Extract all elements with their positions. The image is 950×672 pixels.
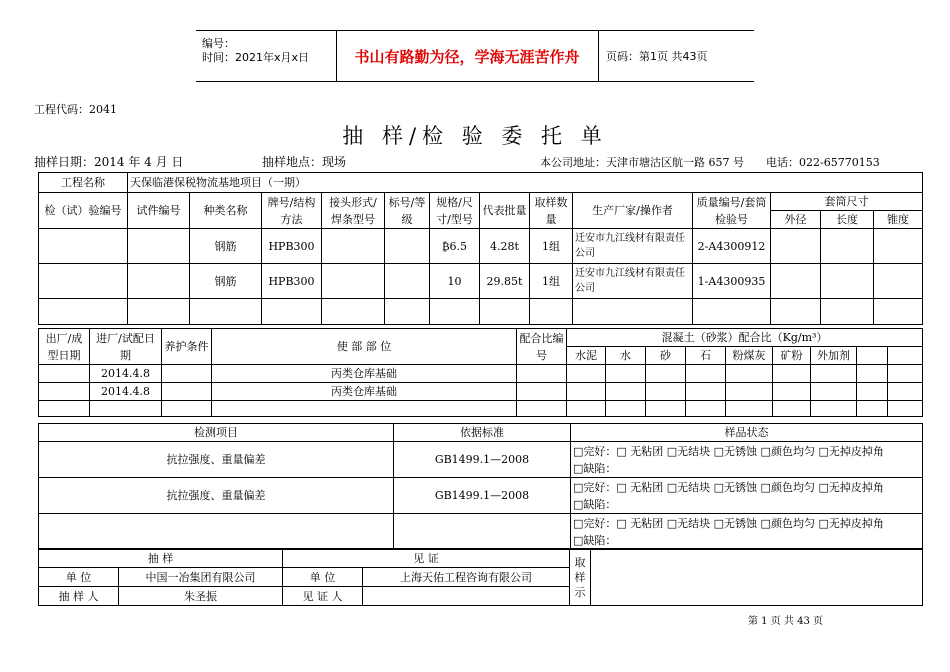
side-label bbox=[570, 549, 591, 606]
cell[interactable] bbox=[212, 401, 517, 417]
cell[interactable]: 4.28t bbox=[480, 229, 530, 264]
cell[interactable] bbox=[39, 383, 90, 401]
cell[interactable] bbox=[726, 383, 773, 401]
cell[interactable] bbox=[771, 264, 821, 299]
cell[interactable] bbox=[874, 264, 923, 299]
header-meta bbox=[196, 31, 337, 81]
cell[interactable] bbox=[606, 383, 646, 401]
sample-unit[interactable]: 中国一冶集团有限公司 bbox=[119, 568, 283, 587]
cell[interactable] bbox=[128, 229, 190, 264]
cell[interactable] bbox=[430, 299, 480, 325]
number-label: 编号： bbox=[202, 37, 235, 50]
cell[interactable] bbox=[39, 299, 128, 325]
cell[interactable] bbox=[811, 401, 857, 417]
cell[interactable] bbox=[567, 383, 606, 401]
col-stone: 石 bbox=[686, 347, 726, 365]
col-slag: 矿粉 bbox=[773, 347, 811, 365]
cell[interactable]: 迁安市九江线材有限责任公司 bbox=[573, 229, 693, 264]
col-taper: 锥度 bbox=[874, 211, 923, 229]
cell[interactable] bbox=[480, 299, 530, 325]
cell[interactable]: 迁安市九江线材有限责任公司 bbox=[573, 264, 693, 299]
cell[interactable] bbox=[874, 299, 923, 325]
company-address: 本公司地址：天津市塘沽区航一路 657 号 bbox=[540, 156, 744, 169]
cell[interactable]: 2-A4300912 bbox=[693, 229, 771, 264]
col-location: 使 部 部 位 bbox=[212, 329, 517, 365]
cell[interactable] bbox=[726, 365, 773, 383]
cell[interactable] bbox=[646, 365, 686, 383]
cell[interactable] bbox=[811, 383, 857, 401]
table-row bbox=[39, 401, 923, 417]
col-length: 长度 bbox=[821, 211, 874, 229]
cell[interactable] bbox=[771, 229, 821, 264]
cell[interactable] bbox=[162, 401, 212, 417]
cell[interactable] bbox=[773, 383, 811, 401]
cell[interactable] bbox=[857, 401, 888, 417]
col-test-number: 检（试）验编号 bbox=[39, 193, 128, 229]
cell[interactable] bbox=[162, 365, 212, 383]
cell[interactable] bbox=[888, 365, 923, 383]
phone: 电话：022-65770153 bbox=[766, 156, 880, 169]
cell[interactable] bbox=[322, 229, 385, 264]
sampler[interactable]: 朱圣振 bbox=[119, 587, 283, 606]
sample-table bbox=[38, 172, 923, 325]
cell[interactable] bbox=[888, 401, 923, 417]
cell[interactable]: 29.85t bbox=[480, 264, 530, 299]
state-defect[interactable]: □缺陷： bbox=[573, 533, 617, 547]
cell[interactable] bbox=[530, 299, 573, 325]
cell[interactable] bbox=[190, 299, 262, 325]
witness-unit[interactable]: 上海天佑工程咨询有限公司 bbox=[363, 568, 570, 587]
cell[interactable]: 10 bbox=[430, 264, 480, 299]
cell[interactable] bbox=[874, 229, 923, 264]
cell[interactable]: 2014.4.8 bbox=[90, 383, 162, 401]
page-title: 抽 样/检 验 委 托 单 bbox=[342, 124, 608, 148]
cell[interactable] bbox=[771, 299, 821, 325]
state-defect[interactable]: □缺陷： bbox=[573, 461, 617, 475]
table-row bbox=[39, 264, 923, 299]
sample-date: 抽样日期：2014 年 4 月 日 bbox=[34, 155, 184, 169]
table-row bbox=[39, 442, 923, 478]
cell[interactable]: 丙类仓库基础 bbox=[212, 365, 517, 383]
header-motto: 书山有路勤为径，学海无涯苦作舟 bbox=[336, 31, 599, 81]
col-admixture: 外加剂 bbox=[811, 347, 857, 365]
cell[interactable]: HPB300 bbox=[262, 229, 322, 264]
cell[interactable] bbox=[385, 264, 430, 299]
col-mix-ratio: 混凝土（砂浆）配合比（Kg/m³） bbox=[567, 329, 923, 347]
col-level: 标号/等级 bbox=[385, 193, 430, 229]
cell[interactable] bbox=[39, 514, 394, 550]
page-footer: 第 1 页 共 43 页 bbox=[748, 616, 823, 627]
cell[interactable] bbox=[39, 401, 90, 417]
cell[interactable] bbox=[262, 299, 322, 325]
cell[interactable] bbox=[162, 383, 212, 401]
col-manufacturer: 生产厂家/操作者 bbox=[573, 193, 693, 229]
cell[interactable] bbox=[811, 365, 857, 383]
cell[interactable]: 1-A4300935 bbox=[693, 264, 771, 299]
cell[interactable]: 抗拉强度、重量偏差 bbox=[39, 478, 394, 514]
cell[interactable] bbox=[517, 365, 567, 383]
sample-state-cell[interactable] bbox=[571, 478, 923, 514]
col-batch: 代表批量 bbox=[480, 193, 530, 229]
cell[interactable]: GB1499.1—2008 bbox=[394, 442, 571, 478]
col-arrival-date: 进厂/试配日期 bbox=[90, 329, 162, 365]
col-curing: 养护条件 bbox=[162, 329, 212, 365]
cell[interactable]: ₿6.5 bbox=[430, 229, 480, 264]
cell[interactable]: HPB300 bbox=[262, 264, 322, 299]
col-extra-1 bbox=[857, 347, 888, 365]
project-code: 工程代码：2041 bbox=[34, 103, 117, 116]
sample-location: 抽样地点：现场 bbox=[262, 155, 347, 169]
state-defect[interactable]: □缺陷： bbox=[573, 497, 617, 511]
cell[interactable] bbox=[726, 401, 773, 417]
cell[interactable] bbox=[773, 365, 811, 383]
cell[interactable] bbox=[693, 299, 771, 325]
cell[interactable]: 2014.4.8 bbox=[90, 365, 162, 383]
cell[interactable] bbox=[686, 401, 726, 417]
table-row bbox=[39, 478, 923, 514]
cell[interactable] bbox=[606, 365, 646, 383]
cell[interactable]: 丙类仓库基础 bbox=[212, 383, 517, 401]
col-sleeve-size: 套筒尺寸 bbox=[771, 193, 923, 211]
col-sand: 砂 bbox=[646, 347, 686, 365]
cell[interactable] bbox=[821, 264, 874, 299]
col-quality-number: 质量编号/套筒检验号 bbox=[693, 193, 771, 229]
cell[interactable] bbox=[90, 401, 162, 417]
table-row bbox=[39, 229, 923, 264]
sample-state-cell[interactable] bbox=[571, 442, 923, 478]
col-spec: 规格/尺寸/型号 bbox=[430, 193, 480, 229]
cell[interactable]: 钢筋 bbox=[190, 264, 262, 299]
cell[interactable] bbox=[39, 365, 90, 383]
cell[interactable] bbox=[821, 229, 874, 264]
witness-header: 见 证 bbox=[283, 549, 570, 568]
witness-label: 见 证 人 bbox=[283, 587, 363, 606]
side-label-text: 取样示 bbox=[574, 555, 586, 599]
cell[interactable] bbox=[39, 264, 128, 299]
col-grade: 牌号/结构方法 bbox=[262, 193, 322, 229]
cell[interactable] bbox=[686, 383, 726, 401]
sampler-label: 抽 样 人 bbox=[39, 587, 119, 606]
cell[interactable] bbox=[606, 401, 646, 417]
cell[interactable] bbox=[567, 401, 606, 417]
col-water: 水 bbox=[606, 347, 646, 365]
sample-header: 抽 样 bbox=[39, 549, 283, 568]
cell[interactable] bbox=[573, 299, 693, 325]
col-factory-date: 出厂/成型日期 bbox=[39, 329, 90, 365]
witness[interactable] bbox=[363, 587, 570, 606]
cell[interactable]: 1组 bbox=[530, 229, 573, 264]
cell[interactable] bbox=[567, 365, 606, 383]
signature-table bbox=[38, 548, 923, 606]
unit-label: 单 位 bbox=[39, 568, 119, 587]
witness-unit-label: 单 位 bbox=[283, 568, 363, 587]
col-cement: 水泥 bbox=[567, 347, 606, 365]
col-sample-state: 样品状态 bbox=[571, 424, 923, 442]
col-fly-ash: 粉煤灰 bbox=[726, 347, 773, 365]
table-row bbox=[39, 383, 923, 401]
table-row bbox=[39, 514, 923, 550]
time-label: 时间：2021年x月x日 bbox=[202, 51, 310, 64]
cell[interactable] bbox=[39, 229, 128, 264]
cell[interactable] bbox=[857, 383, 888, 401]
cell[interactable]: 抗拉强度、重量偏差 bbox=[39, 442, 394, 478]
project-name: 天保临港保税物流基地项目（一期） bbox=[128, 173, 923, 193]
cell[interactable] bbox=[322, 264, 385, 299]
col-quantity: 取样数量 bbox=[530, 193, 573, 229]
cell[interactable] bbox=[888, 383, 923, 401]
cell[interactable] bbox=[646, 401, 686, 417]
cell[interactable] bbox=[385, 229, 430, 264]
cell[interactable] bbox=[385, 299, 430, 325]
cell[interactable] bbox=[394, 514, 571, 550]
cell[interactable] bbox=[857, 365, 888, 383]
cell[interactable]: GB1499.1—2008 bbox=[394, 478, 571, 514]
project-name-label: 工程名称 bbox=[39, 173, 128, 193]
side-blank[interactable] bbox=[591, 549, 923, 606]
cell[interactable] bbox=[646, 383, 686, 401]
cell[interactable]: 钢筋 bbox=[190, 229, 262, 264]
table-row bbox=[39, 299, 923, 325]
cell[interactable] bbox=[821, 299, 874, 325]
test-items-table bbox=[38, 423, 923, 550]
mix-table bbox=[38, 328, 923, 417]
table-row bbox=[39, 365, 923, 383]
cell[interactable] bbox=[686, 365, 726, 383]
state-options[interactable]: □完好：□ 无粘团 □无结块 □无锈蚀 □颜色均匀 □无掉皮掉角 bbox=[573, 516, 884, 530]
cell[interactable] bbox=[517, 383, 567, 401]
col-specimen-number: 试件编号 bbox=[128, 193, 190, 229]
cell[interactable] bbox=[322, 299, 385, 325]
state-options[interactable]: □完好：□ 无粘团 □无结块 □无锈蚀 □颜色均匀 □无掉皮掉角 bbox=[573, 480, 884, 494]
cell[interactable] bbox=[128, 264, 190, 299]
col-mix-number: 配合比编号 bbox=[517, 329, 567, 365]
cell[interactable] bbox=[517, 401, 567, 417]
cell[interactable] bbox=[773, 401, 811, 417]
col-joint: 接头形式/焊条型号 bbox=[322, 193, 385, 229]
cell[interactable] bbox=[128, 299, 190, 325]
state-options[interactable]: □完好：□ 无粘团 □无结块 □无锈蚀 □颜色均匀 □无掉皮掉角 bbox=[573, 444, 884, 458]
col-standard: 依据标准 bbox=[394, 424, 571, 442]
col-extra-2 bbox=[888, 347, 923, 365]
col-type: 种类名称 bbox=[190, 193, 262, 229]
cell[interactable]: 1组 bbox=[530, 264, 573, 299]
page-header bbox=[196, 30, 754, 82]
sample-state-cell[interactable] bbox=[571, 514, 923, 550]
col-test-item: 检测项目 bbox=[39, 424, 394, 442]
col-outer-diameter: 外径 bbox=[771, 211, 821, 229]
header-page: 页码：第1页 共43页 bbox=[606, 50, 708, 63]
